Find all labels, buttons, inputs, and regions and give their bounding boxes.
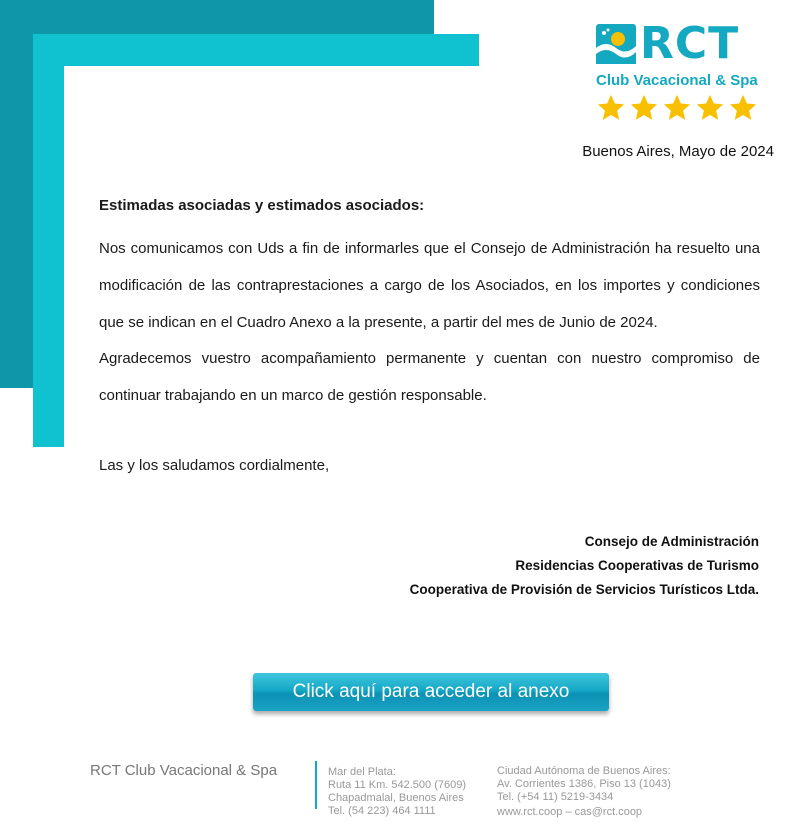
sun-wave-icon [596,24,636,64]
footer-brand: RCT Club Vacacional & Spa [90,762,278,779]
star-icon [596,93,626,123]
closing: Las y los saludamos cordialmente, [99,457,330,474]
greeting: Estimadas asociadas y estimados asociados: [99,197,425,214]
signature-line-3: Cooperativa de Provisión de Servicios Turísticos Ltda. [409,582,759,597]
star-icon [662,93,692,123]
signature-line-1: Consejo de Administración [584,534,759,549]
rct-logo [596,18,760,123]
footer-mar-del-plata [328,766,466,818]
paragraph-2: Agradecemos vuestro acompañamiento permanente y cuentan con nuestro compromiso de continuar trabajando en un marco de gestión responsable. [99,350,760,404]
footer-line: Tel. (54 223) 464 1111 [328,805,436,817]
paragraph-1: Nos comunicamos con Uds a fin de informarles que el Consejo de Administración ha resuelto una modificación de las contraprestaciones a cargo de los Asociados, en los importes y condiciones que se indican en el Cuadro Anexo a la presente, a partir del mes de Junio de 2024. [99,240,760,331]
footer-line: Chapadmalal, Buenos Aires [328,792,464,804]
footer-web-email-link[interactable]: www.rct.coop – cas@rct.coop [497,806,643,818]
star-icon [728,93,758,123]
logo-brand: RCT [640,18,740,69]
annex-link-button[interactable]: Click aquí para acceder al anexo [253,673,609,711]
rating-stars [596,93,760,123]
footer-line: Ruta 11 Km. 542.500 (7609) [328,779,466,791]
star-icon [629,93,659,123]
footer-caba [497,765,671,819]
footer-divider [315,761,317,809]
footer-line: Tel. (+54 11) 5219-3434 [497,791,614,803]
footer-line: Ciudad Autónoma de Buenos Aires: [497,765,671,777]
letter-date: Buenos Aires, Mayo de 2024 [582,143,774,160]
footer-line: Av. Corrientes 1386, Piso 13 (1043) [497,778,671,790]
logo-subtitle: Club Vacacional & Spa [596,72,758,89]
star-icon [695,93,725,123]
footer-line: Mar del Plata: [328,766,396,778]
signature-line-2: Residencias Cooperativas de Turismo [515,558,759,573]
